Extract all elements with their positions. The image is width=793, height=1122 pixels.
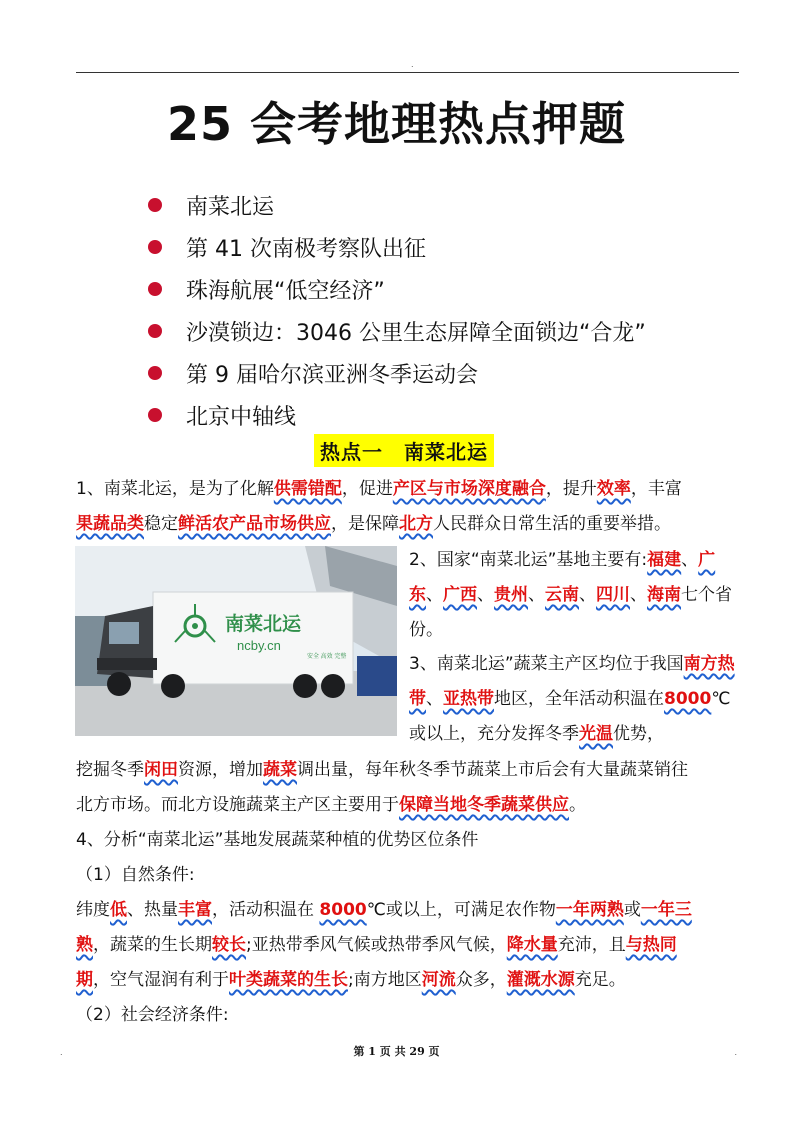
paragraph-2: 2、国家“南菜北运”基地主要有:福建、广东、广西、贵州、云南、四川、海南七个省份。 xyxy=(409,550,732,640)
paragraph-4: 4、分析“南菜北运”基地发展蔬菜种植的优势区位条件 xyxy=(76,830,479,850)
list-item: 珠海航展“低空经济” xyxy=(148,268,646,310)
truck-logo-url: ncby.cn xyxy=(237,638,281,653)
bullet-icon xyxy=(148,240,162,254)
truck-logo-text: 南菜北运 xyxy=(225,614,302,635)
paragraph-3: 3、南菜北运”蔬菜主产区均位于我国南方热带、亚热带地区，全年活动积温在8000℃或以上，充分发挥冬季光温优势， xyxy=(409,654,735,744)
list-item: 北京中轴线 xyxy=(148,394,646,436)
bullet-icon xyxy=(148,324,162,338)
subheading-natural: （1）自然条件: xyxy=(76,865,195,885)
page-title: 25 会考地理热点押题 xyxy=(166,97,627,151)
header-dot: . xyxy=(411,60,414,69)
list-item: 南菜北运 xyxy=(148,184,646,226)
footer-dot-left: . xyxy=(60,1048,63,1057)
paragraph-5-end: 期，空气湿润有利于叶类蔬菜的生长;南方地区河流众多，灌溉水源充足。 xyxy=(76,970,626,990)
bullet-icon xyxy=(148,408,162,422)
topic-list xyxy=(148,184,646,436)
paragraph-5: 纬度低、热量丰富，活动积温在 8000℃或以上，可满足农作物一年两熟或一年三 xyxy=(76,900,692,920)
bullet-icon xyxy=(148,366,162,380)
paragraph-3-end: 北方市场。而北方设施蔬菜主产区主要用于保障当地冬季蔬菜供应。 xyxy=(76,795,586,815)
header-rule xyxy=(76,72,739,73)
paragraph-3-cont: 挖掘冬季闲田资源，增加蔬菜调出量，每年秋冬季节蔬菜上市后会有大量蔬菜销往 xyxy=(76,760,688,780)
bullet-icon xyxy=(148,282,162,296)
footer-dot-right: . xyxy=(734,1048,737,1057)
list-item: 沙漠锁边：3046 公里生态屏障全面锁边“合龙” xyxy=(148,310,646,352)
paragraph-1: 1、南菜北运，是为了化解供需错配，促进产区与市场深度融合，提升效率，丰富 xyxy=(76,479,682,499)
list-item: 第 41 次南极考察队出征 xyxy=(148,226,646,268)
bullet-icon xyxy=(148,198,162,212)
truck-slogan: 安全 高效 完整 xyxy=(307,654,347,660)
section-title: 热点一 南菜北运 xyxy=(314,434,494,467)
page-footer: 第 1 页 共 29 页 xyxy=(353,1045,440,1058)
subheading-social: （2）社会经济条件: xyxy=(76,1005,229,1025)
truck-photo xyxy=(75,546,397,736)
paragraph-5-cont: 熟，蔬菜的生长期较长;亚热带季风气候或热带季风气候，降水量充沛，且与热同 xyxy=(76,935,677,955)
truck-photo-image xyxy=(75,546,397,736)
list-item: 第 9 届哈尔滨亚洲冬季运动会 xyxy=(148,352,646,394)
paragraph-1-cont: 果蔬品类稳定鲜活农产品市场供应，是保障北方人民群众日常生活的重要举措。 xyxy=(76,514,671,534)
